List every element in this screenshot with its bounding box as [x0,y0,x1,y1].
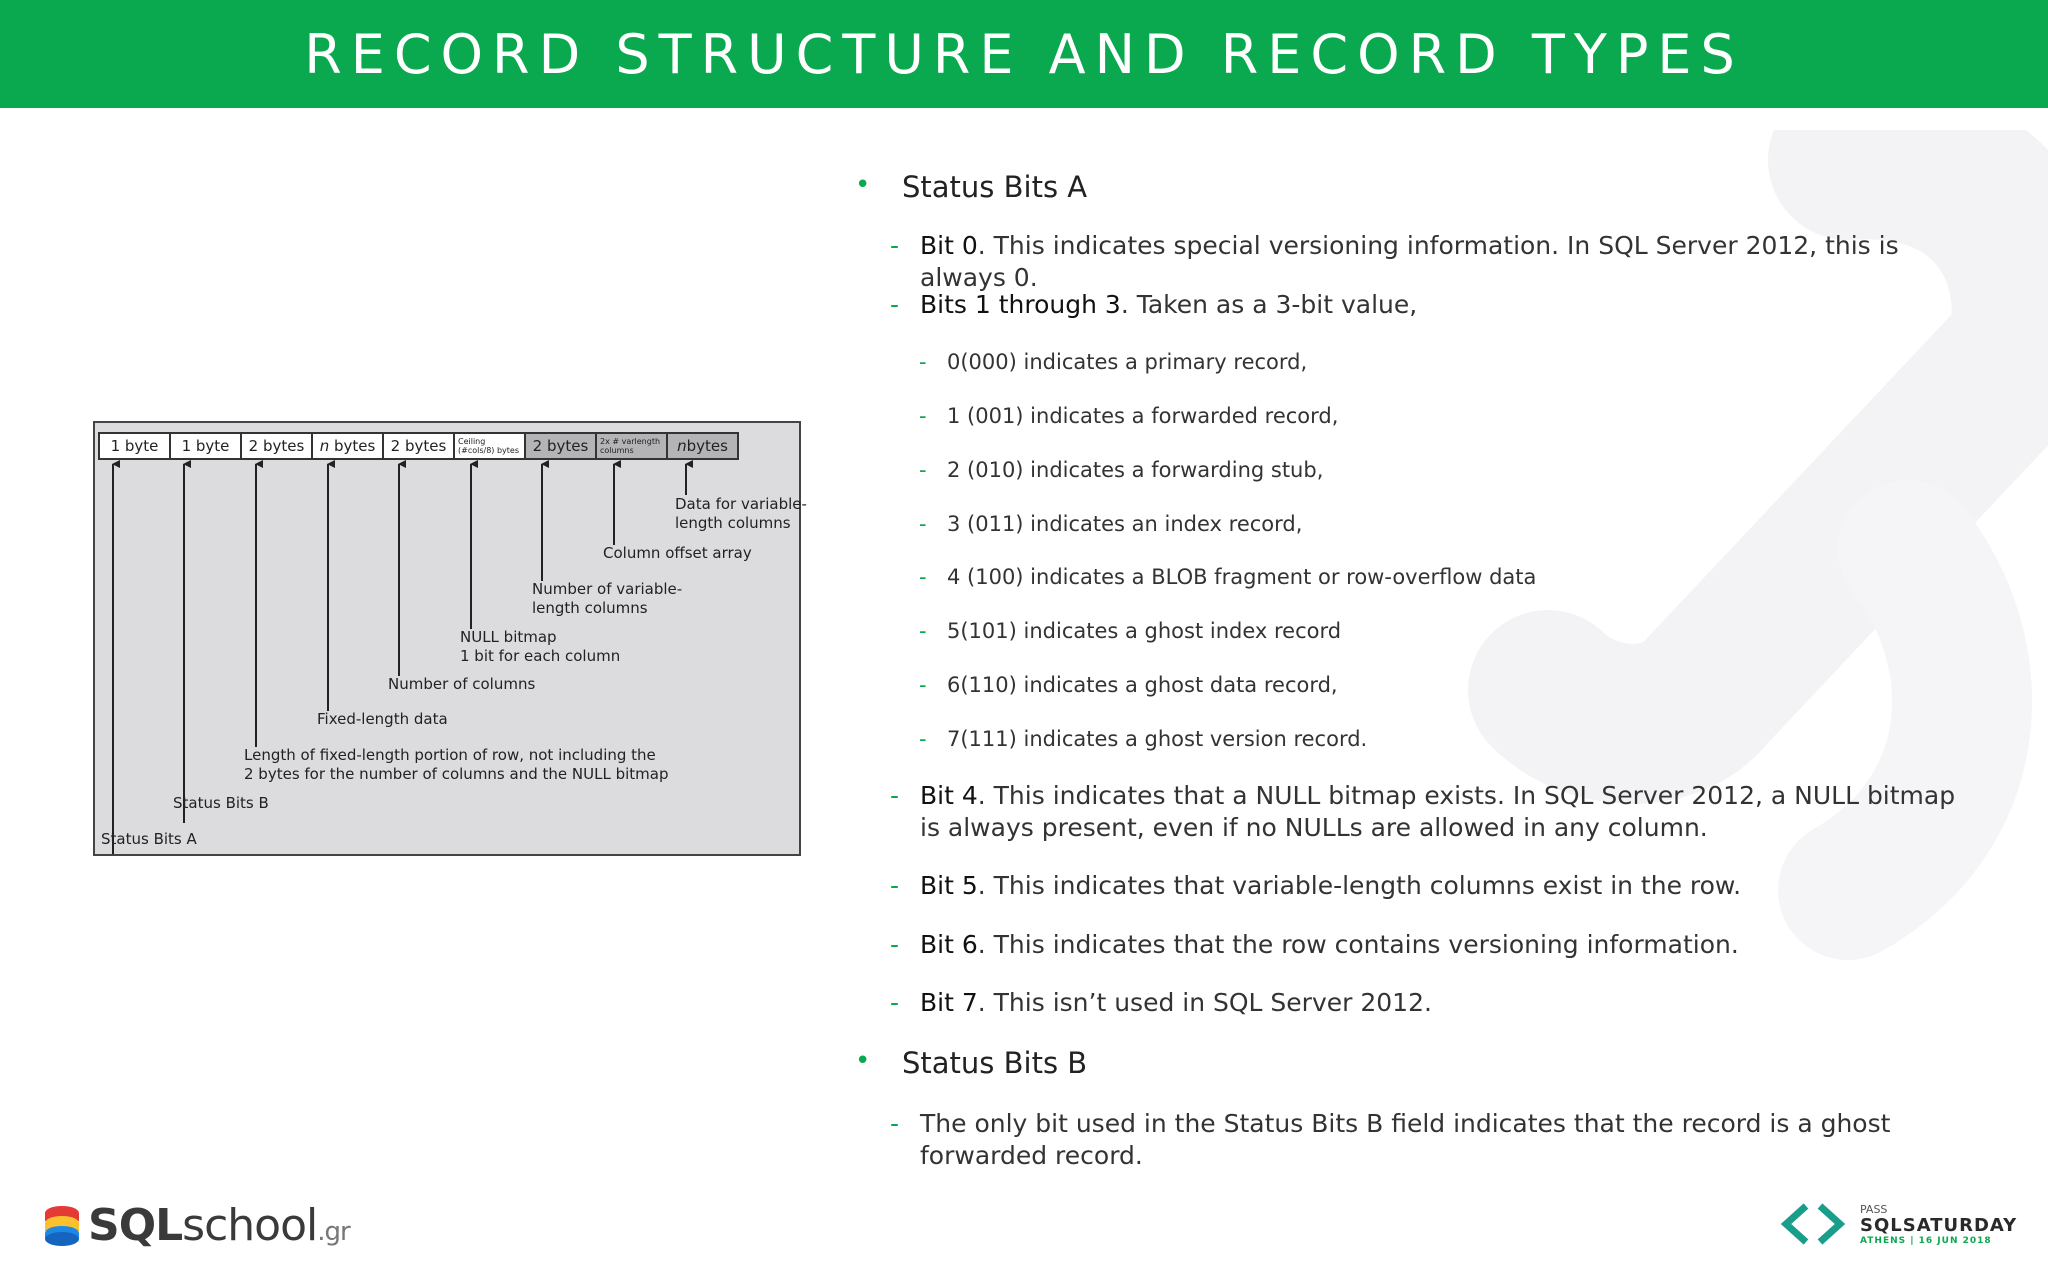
label-offset-array: Column offset array [603,544,752,562]
cell-num-columns: 2 bytes [382,432,455,460]
cell-fixed-data-label: n bytes [319,437,376,455]
cell-null-bitmap-line1: Ceiling [458,437,486,446]
bit4-text: . This indicates that a NULL bitmap exists. In SQL Server 2012, a NULL bitmap is always present, even if no NULLs are allowed in any column. [920,781,1956,842]
bits13-lead: Bits 1 through 3 [920,290,1121,319]
label-num-columns: Number of columns [388,675,536,693]
bit4-lead: Bit 4 [920,781,978,810]
sqlsaturday-label: SQLSATURDAY [1860,1214,2018,1236]
cell-status-a: 1 byte [98,432,171,460]
label-fixed-length: Length of fixed-length portion of row, not including the 2 bytes for the number of columns and the NULL bitmap [244,746,669,783]
slide-title: RECORD STRUCTURE AND RECORD TYPES [304,22,1744,86]
cell-offset-line1: 2x # varlength [600,437,661,446]
bit0-lead: Bit 0 [920,231,978,260]
cell-offset-line2: columns [600,446,634,455]
cell-variable-data: n bytes [666,432,739,460]
record-structure-diagram [93,421,807,856]
bits13-text: . Taken as a 3-bit value, [1120,290,1418,319]
label-data-variable: Data for variable- length columns [675,495,807,532]
title-banner [0,0,2048,108]
pass-label: PASS [1860,1202,1888,1216]
bit5-text: . This indicates that variable-length columns exist in the row. [977,871,1742,900]
sqlsaturday-logo [1776,1202,2017,1246]
sqlschool-logo [44,1200,350,1251]
label-num-variable: Number of variable- length columns [532,580,683,617]
sqlsaturday-chevrons-icon [1776,1202,1852,1246]
bit7-text: . This isn’t used in SQL Server 2012. [977,988,1432,1017]
bullet-dot: • [855,1046,871,1076]
label-status-a: Status Bits A [101,830,197,848]
event-location-label: ATHENS | 16 JUN 2018 [1860,1235,1992,1246]
bit6-text: . This indicates that the row contains versioning information. [977,930,1739,959]
cell-num-variable: 2 bytes [524,432,597,460]
bit7-lead: Bit 7 [920,988,978,1017]
diagram-arrows [95,423,799,854]
database-stack-icon [44,1205,80,1247]
cell-fixed-length: 2 bytes [240,432,313,460]
cell-null-bitmap-line2: (#cols/8) bytes [458,446,519,455]
bit5-lead: Bit 5 [920,871,978,900]
sqlschool-wordmark: SQLschool.gr [88,1200,350,1251]
bullet-dot: • [855,170,871,200]
label-null-bitmap: NULL bitmap 1 bit for each column [460,628,621,665]
label-fixed-data: Fixed-length data [317,710,448,728]
cell-status-b: 1 byte [169,432,242,460]
bit6-lead: Bit 6 [920,930,978,959]
label-status-b: Status Bits B [173,794,269,812]
bit0-text: . This indicates special versioning information. In SQL Server 2012, this is always 0. [920,231,1899,292]
